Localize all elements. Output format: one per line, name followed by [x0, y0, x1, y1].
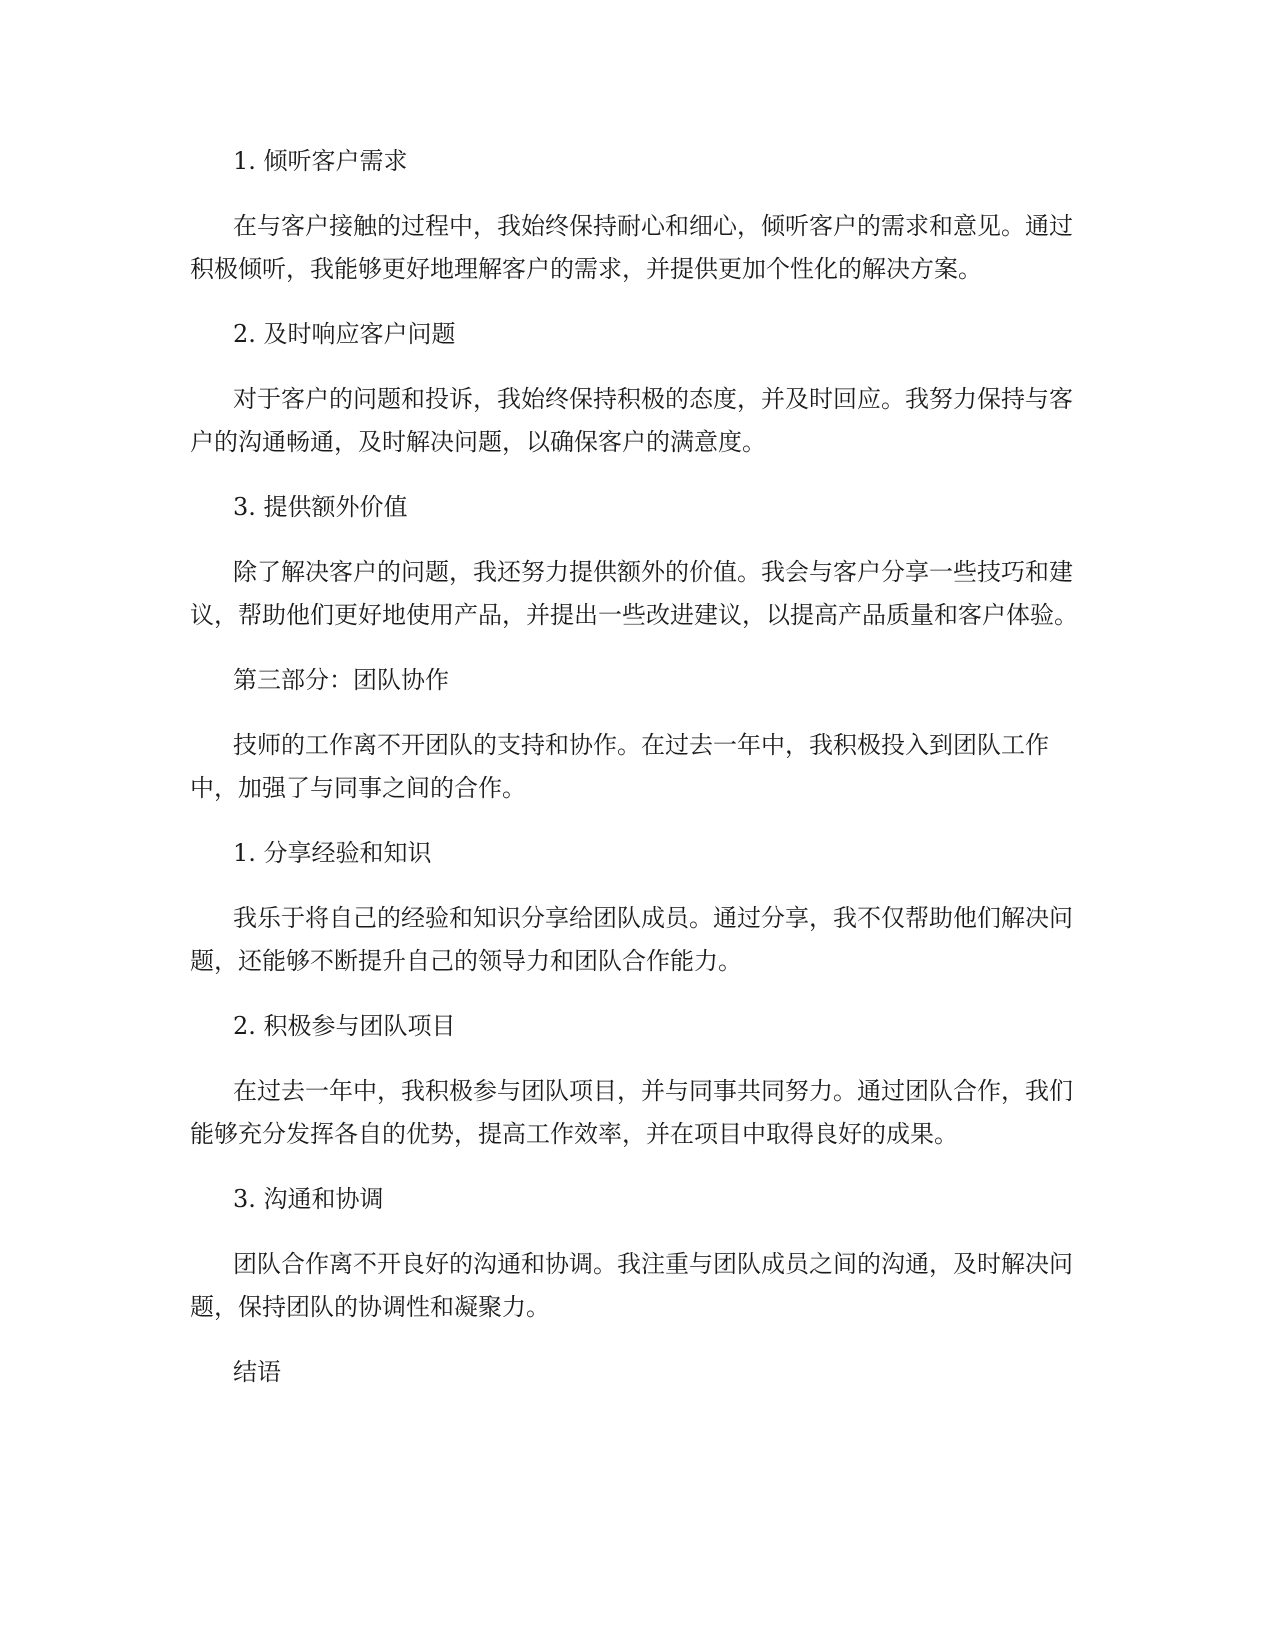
section-heading-projects: 2. 积极参与团队项目 — [233, 1012, 456, 1040]
section-heading-communication: 3. 沟通和协调 — [233, 1185, 384, 1213]
paragraph-projects: 在过去一年中，我积极参与团队项目，并与同事共同努力。通过团队合作，我们能够充分发挥各自的优势，提高工作效率，并在项目中取得良好的成果。 — [190, 1077, 1073, 1148]
section-heading-conclusion: 结语 — [233, 1358, 281, 1386]
section-heading-listen: 1. 倾听客户需求 — [233, 147, 408, 175]
document-body — [190, 140, 1085, 1416]
section-heading-extra-value: 3. 提供额外价值 — [233, 493, 408, 521]
part-heading-teamwork: 第三部分：团队协作 — [233, 666, 449, 694]
paragraph-extra-value: 除了解决客户的问题，我还努力提供额外的价值。我会与客户分享一些技巧和建议，帮助他们更好地使用产品，并提出一些改进建议，以提高产品质量和客户体验。 — [190, 558, 1078, 629]
paragraph-share: 我乐于将自己的经验和知识分享给团队成员。通过分享，我不仅帮助他们解决问题，还能够不断提升自己的领导力和团队合作能力。 — [190, 904, 1073, 975]
paragraph-communication: 团队合作离不开良好的沟通和协调。我注重与团队成员之间的沟通，及时解决问题，保持团队的协调性和凝聚力。 — [190, 1250, 1073, 1321]
paragraph-listen: 在与客户接触的过程中，我始终保持耐心和细心，倾听客户的需求和意见。通过积极倾听，我能够更好地理解客户的需求，并提供更加个性化的解决方案。 — [190, 212, 1073, 283]
paragraph-respond: 对于客户的问题和投诉，我始终保持积极的态度，并及时回应。我努力保持与客户的沟通畅通，及时解决问题，以确保客户的满意度。 — [190, 385, 1073, 456]
section-heading-share: 1. 分享经验和知识 — [233, 839, 432, 867]
paragraph-teamwork: 技师的工作离不开团队的支持和协作。在过去一年中，我积极投入到团队工作中，加强了与同事之间的合作。 — [190, 731, 1049, 802]
section-heading-respond: 2. 及时响应客户问题 — [233, 320, 456, 348]
